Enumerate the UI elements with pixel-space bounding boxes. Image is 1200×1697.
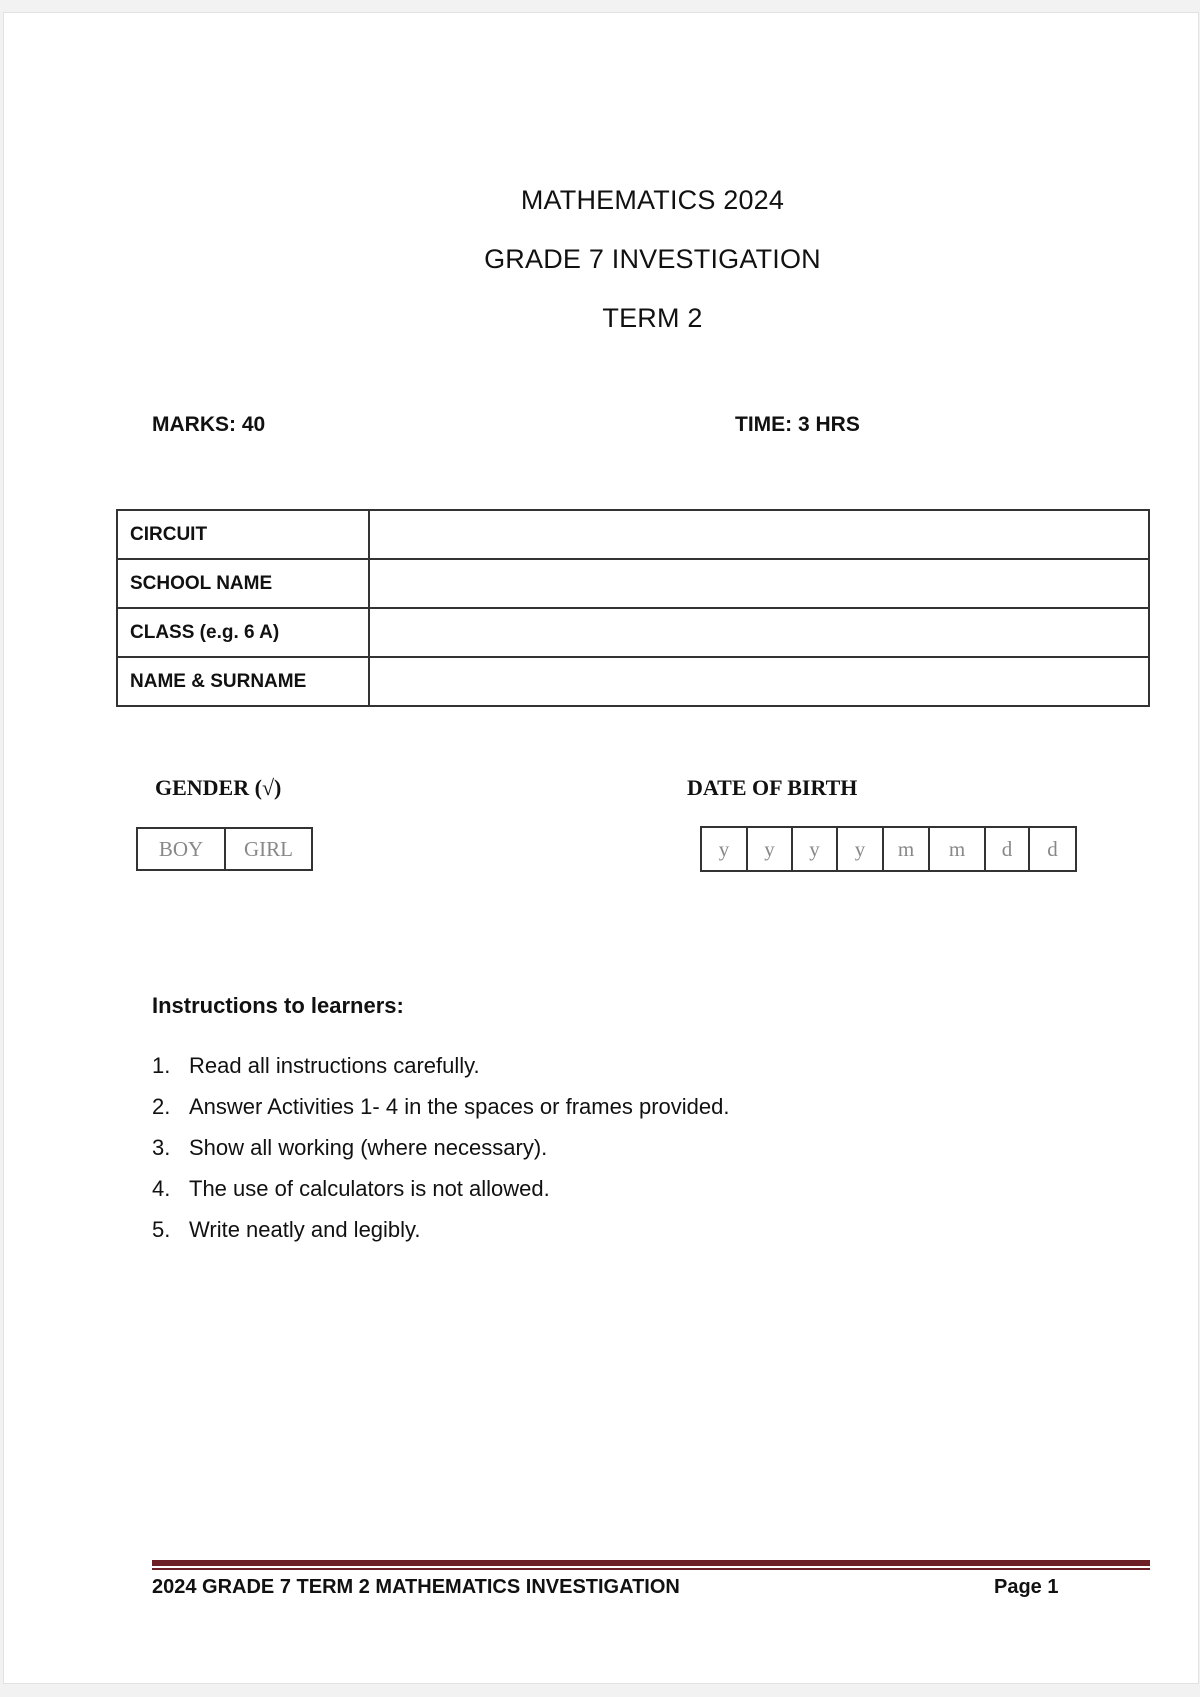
info-label: CIRCUIT <box>117 510 369 559</box>
title-grade: GRADE 7 INVESTIGATION <box>484 244 821 274</box>
instructions-heading: Instructions to learners: <box>152 993 404 1018</box>
dob-year-cell[interactable]: y <box>838 828 884 870</box>
list-number: 2. <box>152 1094 171 1119</box>
class-field[interactable] <box>369 608 1149 657</box>
dob-boxes <box>700 826 1077 872</box>
dob-year-cell[interactable]: y <box>702 828 748 870</box>
document-page <box>3 12 1199 1684</box>
info-row-school <box>117 559 1149 608</box>
gender-option-boy[interactable]: BOY <box>136 827 226 871</box>
footer-divider <box>152 1560 1150 1566</box>
gender-label: GENDER (√) <box>155 775 282 800</box>
title-subject: MATHEMATICS 2024 <box>520 185 785 215</box>
instructions-list <box>152 1053 729 1258</box>
dob-day-cell[interactable]: d <box>986 828 1030 870</box>
list-number: 5. <box>152 1217 171 1242</box>
dob-month-cell[interactable]: m <box>930 828 986 870</box>
page-number: Page 1 <box>994 1576 1059 1598</box>
list-number: 4. <box>152 1176 171 1201</box>
list-number: 3. <box>152 1135 171 1160</box>
info-label: SCHOOL NAME <box>117 559 369 608</box>
marks-label: MARKS: 40 <box>152 413 266 436</box>
dob-year-cell[interactable]: y <box>793 828 838 870</box>
list-text: Read all instructions carefully. <box>189 1053 480 1078</box>
dob-label: DATE OF BIRTH <box>687 775 858 800</box>
list-text: Answer Activities 1- 4 in the spaces or frames provided. <box>189 1094 730 1119</box>
school-name-field[interactable] <box>369 559 1149 608</box>
time-label: TIME: 3 HRS <box>735 413 860 436</box>
title-term: TERM 2 <box>602 303 703 333</box>
list-number: 1. <box>152 1053 171 1078</box>
list-text: Show all working (where necessary). <box>189 1135 548 1160</box>
info-row-circuit <box>117 510 1149 559</box>
dob-day-cell[interactable]: d <box>1047 836 1058 861</box>
info-row-name <box>117 657 1149 706</box>
list-item <box>152 1135 729 1176</box>
dob-year-cell[interactable]: y <box>748 828 793 870</box>
list-text: Write neatly and legibly. <box>189 1217 421 1242</box>
info-label: NAME & SURNAME <box>117 657 369 706</box>
list-item <box>152 1217 729 1258</box>
footer-title: 2024 GRADE 7 TERM 2 MATHEMATICS INVESTIGATION <box>152 1576 680 1598</box>
footer-divider-thin <box>152 1568 1150 1570</box>
list-item <box>152 1176 729 1217</box>
learner-info-table <box>116 509 1150 707</box>
dob-month-cell[interactable]: m <box>884 828 930 870</box>
circuit-field[interactable] <box>369 510 1149 559</box>
list-text: The use of calculators is not allowed. <box>189 1176 550 1201</box>
list-item <box>152 1053 729 1094</box>
info-label: CLASS (e.g. 6 A) <box>117 608 369 657</box>
info-row-class <box>117 608 1149 657</box>
list-item <box>152 1094 729 1135</box>
gender-option-girl[interactable]: GIRL <box>224 827 313 871</box>
name-surname-field[interactable] <box>369 657 1149 706</box>
